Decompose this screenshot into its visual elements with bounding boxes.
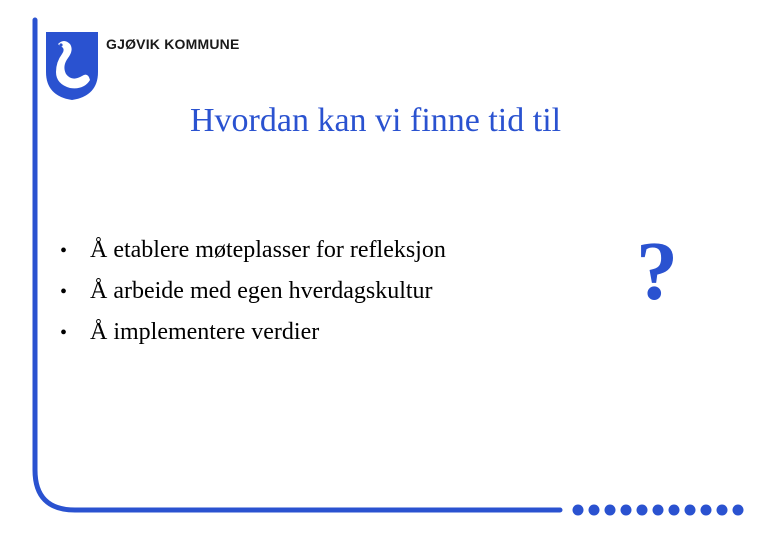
list-item: [60, 271, 446, 312]
bullet-marker: •: [60, 240, 68, 262]
slide-title: Hvordan kan vi finne tid til: [190, 102, 562, 139]
bullet-marker: •: [60, 322, 68, 344]
bullet-text: Å etablere møteplasser for refleksjon: [90, 237, 446, 263]
decorative-dots: [570, 500, 760, 520]
swan-shield-icon: [44, 30, 100, 102]
brand-name: GJØVIK KOMMUNE: [106, 36, 240, 52]
bullet-text: Å implementere verdier: [90, 319, 320, 345]
bullet-text: Å arbeide med egen hverdagskultur: [90, 278, 433, 304]
list-item: [60, 230, 446, 271]
list-item: [60, 312, 446, 353]
bullet-list: [60, 230, 446, 353]
bullet-marker: •: [60, 281, 68, 303]
question-mark: ?: [636, 225, 678, 318]
